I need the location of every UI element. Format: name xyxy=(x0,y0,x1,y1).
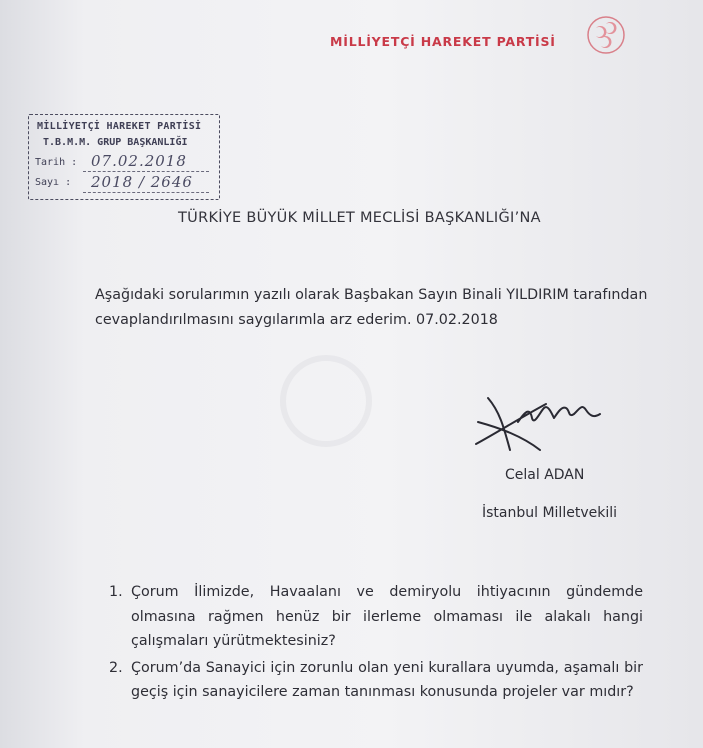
stamp-date-value: 07.02.2018 xyxy=(91,152,187,170)
party-header: MİLLİYETÇİ HAREKET PARTİSİ xyxy=(330,34,556,49)
stamp-date-label: Tarih : xyxy=(35,157,78,168)
list-item xyxy=(103,580,643,654)
signature-icon xyxy=(470,392,610,460)
stamp-group-line: T.B.M.M. GRUP BAŞKANLIĞI xyxy=(43,137,188,148)
question-list xyxy=(103,580,643,707)
stamp-number-value: 2018 / 2646 xyxy=(91,173,193,191)
question-number: 1. xyxy=(109,584,123,600)
party-logo-icon xyxy=(586,14,626,56)
signatory-role: İstanbul Milletvekili xyxy=(482,505,617,521)
stamp-date-line xyxy=(83,171,209,172)
stamp-number-label: Sayı : xyxy=(35,177,72,188)
stamp-party-line: MİLLİYETÇİ HAREKET PARTİSİ xyxy=(37,121,202,132)
document-title: TÜRKİYE BÜYÜK MİLLET MECLİSİ BAŞKANLIĞI’NA xyxy=(178,210,541,226)
question-text: Çorum’da Sanayici için zorunlu olan yeni kurallara uyumda, aşamalı bir geçiş için sanayicilere zaman tanınması konusunda projeler var mıdır? xyxy=(131,659,643,700)
watermark-seal xyxy=(280,355,372,447)
request-paragraph: Aşağıdaki sorularımın yazılı olarak Başbakan Sayın Binali YILDIRIM tarafından cevaplandırılmasını saygılarımla arz ederim. 07.02.2018 xyxy=(95,287,648,328)
question-text: Çorum İlimizde, Havaalanı ve demiryolu ihtiyacının gündemde olmasına rağmen henüz bir ilerleme olmaması ile alakalı hangi çalışmaları yürütmektesiniz? xyxy=(131,584,643,649)
stamp-number-line xyxy=(83,192,209,193)
question-number: 2. xyxy=(109,659,123,676)
list-item xyxy=(103,656,643,705)
registry-stamp xyxy=(28,114,220,200)
signatory-name: Celal ADAN xyxy=(505,467,585,483)
